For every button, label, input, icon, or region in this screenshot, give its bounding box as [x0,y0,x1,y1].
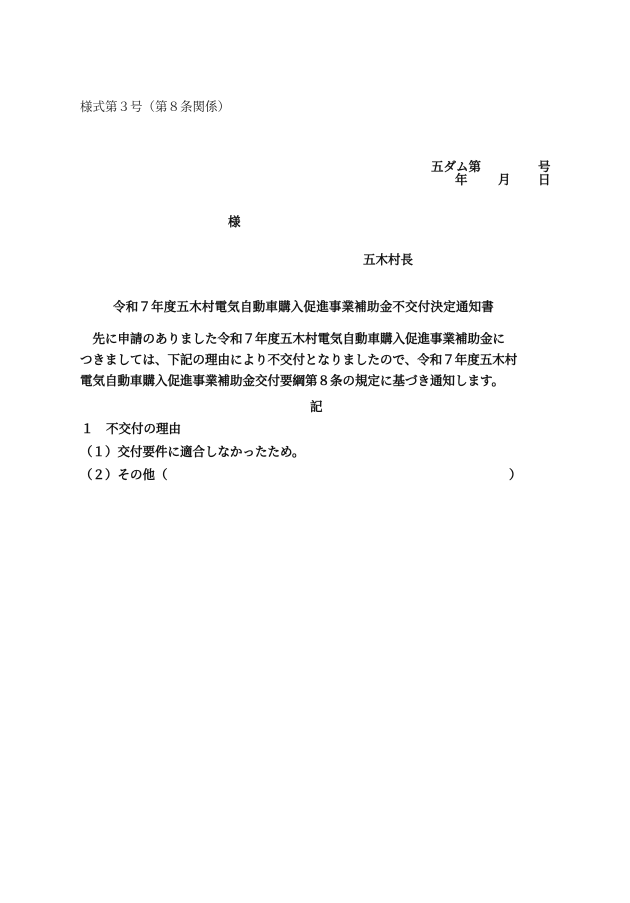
body-line: 電気自動車購入促進事業補助金交付要綱第８条の規定に基づき通知します。 [80,373,505,388]
date-year: 年 [455,172,468,187]
ki-heading: 記 [310,399,323,414]
date-day: 日 [538,172,551,187]
sender: 五木村長 [363,252,414,267]
body-line: つきましては、下記の理由により不交付となりましたので、令和７年度五木村 [80,352,518,367]
document-number-prefix: 五ダム第 [431,159,482,174]
body-paragraph [80,328,560,391]
date-month: 月 [498,172,511,187]
reason-item-2: （２）その他（ [80,467,168,482]
body-line: 先に申請のありました令和７年度五木村電気自動車購入促進事業補助金に [80,331,506,346]
document-title: 令和７年度五木村電気自動車購入促進事業補助金不交付決定通知書 [113,299,495,314]
section-heading: １ 不交付の理由 [81,421,182,436]
reason-item-1: （１）交付要件に適合しなかったため。 [80,444,305,459]
form-number: 様式第３号（第８条関係） [80,99,231,114]
addressee: 様 [228,214,241,229]
reason-item-2-close: ） [509,467,522,482]
document-number-suffix: 号 [538,159,551,174]
